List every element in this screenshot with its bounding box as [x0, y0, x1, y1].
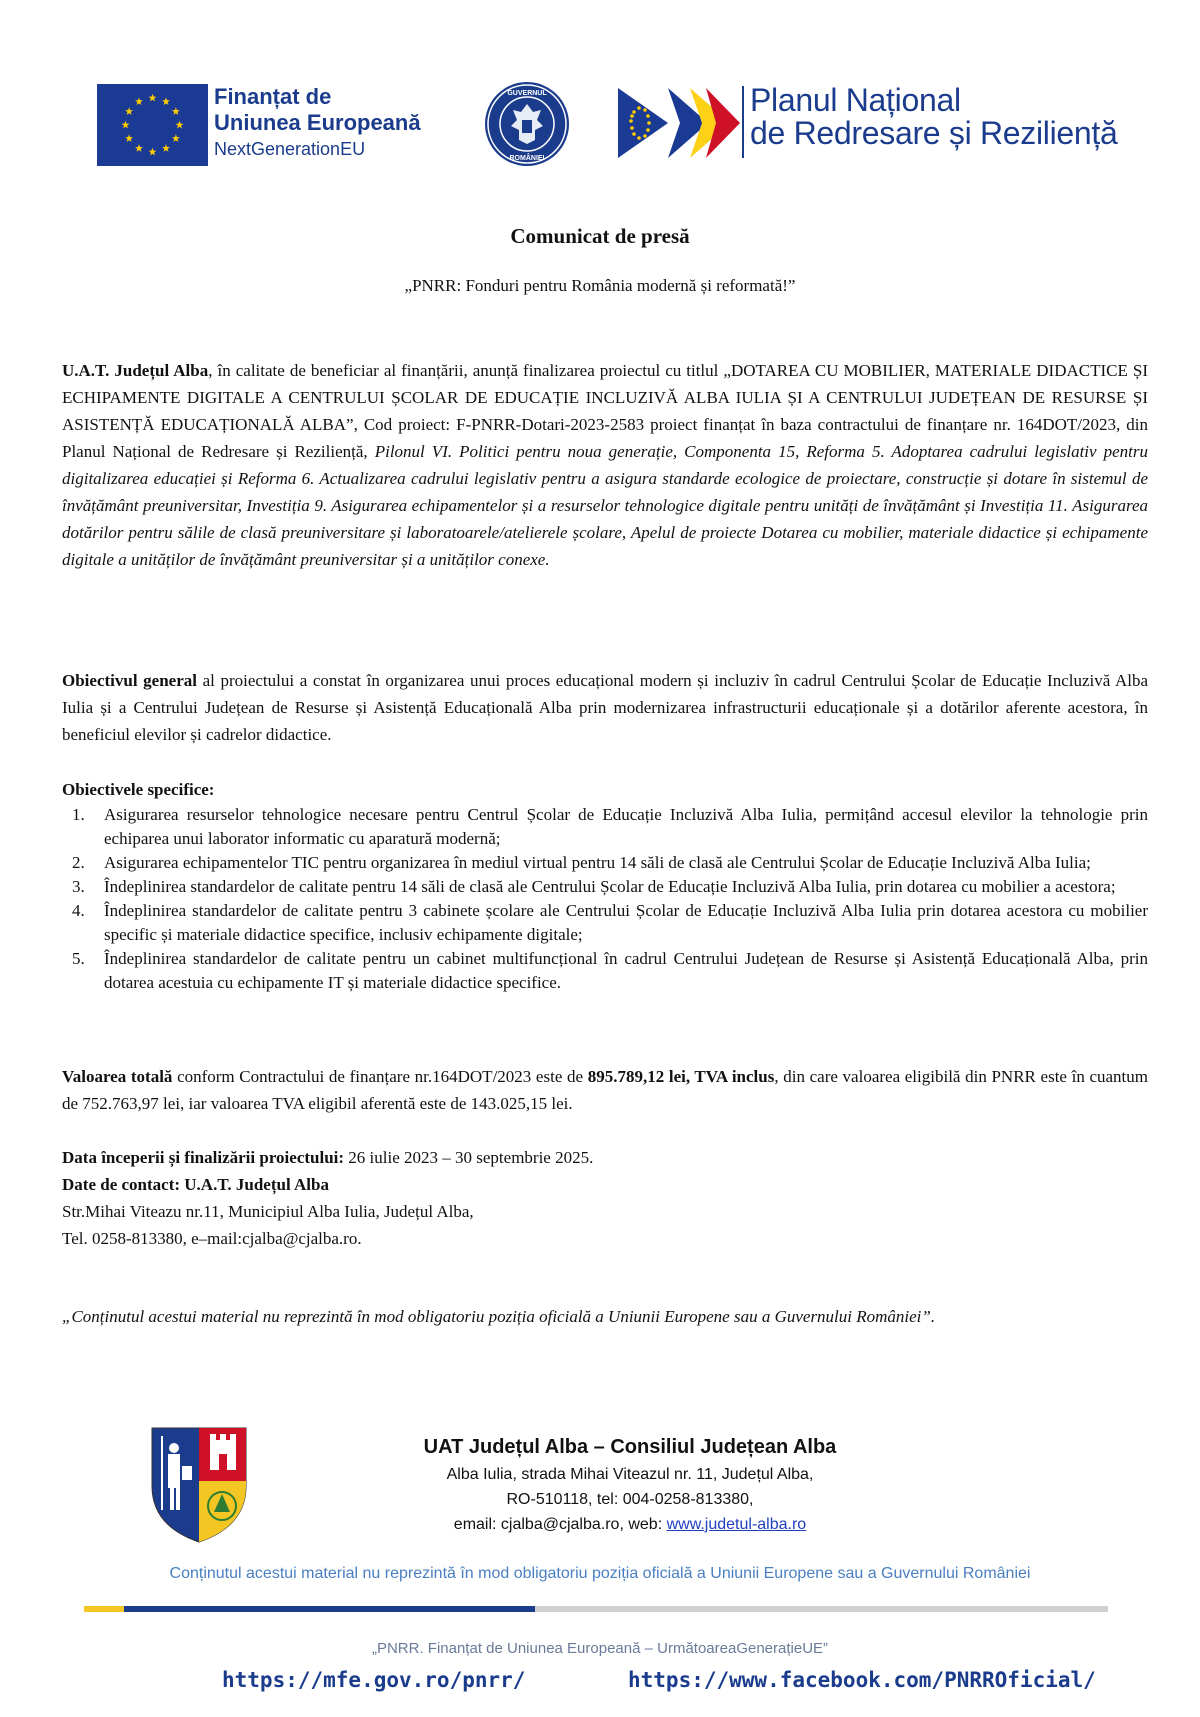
list-item — [62, 851, 1148, 875]
eu-star — [125, 134, 133, 142]
list-item — [62, 803, 1148, 851]
footer-progress-fill — [84, 1606, 535, 1612]
footer-contact — [380, 1512, 880, 1537]
contact-label-text: Date de contact: U.A.T. Județul Alba — [62, 1175, 329, 1194]
list-item-number: 5. — [72, 949, 85, 968]
project-dates — [62, 1144, 1148, 1171]
intro-italic: Pilonul VI. Politici pentru noua generație, Componenta 15, Reforma 5. Adoptarea cadrului legislativ pentru digitalizarea educației și Reforma 6. Actualizarea cadrului legislativ pentru a asigura standarde ecologice de proiectare, construcție și dotare în sistemul de învățământ preuniversitar, Investiția 9. Asigurarea echipamentelor și a resurselor tehnologice digitale pentru unități de învățământ și Investiția 11. Asigurarea dotărilor pentru sălile de clasă preuniversitare și laboratoarele/atelierele școlare, Apelul de proiecte Dotarea cu mobilier, materiale didactice și echipamente digitale a unităților de învățământ preuniversitar și a unităților conexe. — [62, 442, 1148, 569]
svg-text:GUVERNUL: GUVERNUL — [507, 90, 547, 97]
contact-phone: Tel. 0258-813380, e–mail:cjalba@cjalba.ro. — [62, 1229, 362, 1248]
general-objective-paragraph — [62, 667, 1148, 748]
value-bold1: Valoarea totală — [62, 1067, 173, 1086]
pnrr-logo — [750, 84, 1118, 150]
footer-disclaimer: Conținutul acestui material nu reprezintă în mod obligatoriu poziția oficială a Uniunii Europene sau a Guvernului României — [169, 1565, 1031, 1582]
eu-flag-icon — [97, 84, 208, 166]
list-item — [62, 899, 1148, 947]
eu-star — [172, 107, 180, 115]
contact-address: Str.Mihai Viteazu nr.11, Municipiul Alba Iulia, Județul Alba, — [62, 1202, 474, 1221]
eu-star — [176, 121, 184, 129]
list-item-text: Îndeplinirea standardelor de calitate pentru un cabinet multifuncțional în cadrul Centrului Județean de Resurse și Asistență Educațională Alba, prin dotarea acestuia cu echipamente IT și materiale didactice specifice. — [104, 949, 1148, 992]
county-crest-icon — [150, 1426, 248, 1544]
pnrr-logo-line2: de Redresare și Reziliență — [750, 115, 1118, 151]
list-item-number: 3. — [72, 877, 85, 896]
footer-org-name: UAT Județul Alba – Consiliul Județean Alba — [423, 1436, 837, 1458]
footer-progress-line — [84, 1606, 1108, 1612]
footer-organization — [380, 1432, 880, 1537]
eu-star — [162, 97, 170, 105]
general-objective-text: al proiectului a constat în organizarea unui proces educațional modern și incluziv în cadrul Centrului Școlar de Educație Incluzivă Alba Iulia și a Centrului Județean de Resurse și Asistență Educațională Alba prin modernizarea infrastructurii educaționale și a dotărilor aferente acestora, în beneficiul elevilor și cadrelor didactice. — [62, 671, 1148, 744]
list-item — [62, 947, 1148, 995]
project-dates-value: 26 iulie 2023 – 30 septembrie 2025. — [344, 1148, 594, 1167]
value-text2: , din care valoarea eligibilă din PNRR este în cuantum de 752.763,97 lei, iar valoarea TVA eligibil aferentă este de 143.025,15 lei. — [62, 1067, 1149, 1113]
list-item-number: 2. — [72, 853, 85, 872]
list-item — [62, 875, 1148, 899]
pnrr-flag-icon — [618, 88, 740, 158]
facebook-link[interactable]: https://www.facebook.com/PNRROficial/ — [628, 1668, 1096, 1692]
footer-address2: RO-510118, tel: 004-0258-813380, — [506, 1491, 754, 1508]
list-item-number: 1. — [72, 805, 85, 824]
footer-email: email: cjalba@cjalba.ro, web: — [453, 1516, 667, 1533]
value-text1: conform Contractului de finanțare nr.164DOT/2023 este de — [172, 1067, 588, 1086]
eu-star — [125, 107, 133, 115]
dates-contact-block — [62, 1144, 1148, 1252]
project-dates-label: Data începerii și finalizării proiectului: — [62, 1148, 345, 1167]
disclaimer: „Conținutul acestui material nu reprezintă în mod obligatoriu poziția oficială a Uniunii Europene sau a Guvernului României”. — [62, 1307, 936, 1326]
pnrr-logo-line1: Planul Național — [750, 82, 961, 118]
eu-funding-logo — [214, 84, 421, 162]
specific-objectives-heading-text: Obiectivele specifice: — [62, 780, 215, 799]
eu-star — [135, 144, 143, 152]
intro-paragraph — [62, 357, 1148, 573]
eu-logo-line2: Uniunea Europeană — [214, 110, 421, 135]
page-title: Comunicat de presă — [510, 224, 690, 248]
contact-label — [62, 1171, 1148, 1198]
footer-slogan: „PNRR. Finanțat de Uniunea Europeană – UrmătoareaGenerațieUE” — [371, 1640, 829, 1657]
footer-address1: Alba Iulia, strada Mihai Viteazul nr. 11, Județul Alba, — [446, 1466, 814, 1483]
eu-logo-line1: Finanțat de — [214, 84, 332, 109]
value-bold2: 895.789,12 lei, TVA inclus — [587, 1067, 775, 1086]
list-item-text: Asigurarea echipamentelor TIC pentru organizarea în mediul virtual pentru 14 săli de clasă ale Centrului Școlar de Educație Incluzivă Alba Iulia; — [104, 853, 1091, 872]
eu-star — [135, 97, 143, 105]
list-item-text: Asigurarea resurselor tehnologice necesare pentru Centrul Școlar de Educație Incluzivă Alba Iulia, permițând accesul elevilor la tehnologie prin echiparea unui laborator informatic cu aparatură modernă; — [104, 805, 1148, 848]
slogan: „PNRR: Fonduri pentru România modernă și reformată!” — [404, 276, 796, 295]
svg-text:ROMÂNIEI: ROMÂNIEI — [509, 155, 545, 162]
eu-star — [122, 121, 130, 129]
header-logos — [0, 80, 1200, 180]
footer-progress-tip — [84, 1606, 124, 1612]
intro-bold: U.A.T. Județul Alba — [62, 361, 209, 380]
specific-objectives-list — [62, 803, 1148, 995]
pnrr-divider — [742, 86, 744, 158]
mfe-link[interactable]: https://mfe.gov.ro/pnrr/ — [222, 1668, 526, 1692]
eu-star — [172, 134, 180, 142]
footer-web-link[interactable]: www.judetul-alba.ro — [666, 1516, 807, 1533]
eu-star — [149, 148, 157, 156]
government-seal-icon — [483, 80, 571, 168]
list-item-text: Îndeplinirea standardelor de calitate pentru 3 cabinete școlare ale Centrului Școlar de Educație Incluzivă Alba Iulia prin dotarea acestora cu mobilier specific și materiale didactice specifice, inclusiv echipamente digitale; — [104, 901, 1148, 944]
eu-logo-line3: NextGenerationEU — [214, 139, 366, 159]
specific-objectives-heading — [62, 776, 1148, 803]
eu-star — [162, 144, 170, 152]
general-objective-bold: Obiectivul general — [62, 671, 197, 690]
list-item-number: 4. — [72, 901, 85, 920]
value-paragraph — [62, 1063, 1148, 1117]
eu-star — [149, 94, 157, 102]
list-item-text: Îndeplinirea standardelor de calitate pentru 14 săli de clasă ale Centrului Școlar de Educație Incluzivă Alba Iulia, prin dotarea cu mobilier a acestora; — [104, 877, 1116, 896]
intro-text: , în calitate de beneficiar al finanțării, anunță finalizarea proiectul cu titlul „DOTAREA CU MOBILIER, MATERIALE DIDACTICE ȘI ECHIPAMENTE DIGITALE A CENTRULUI ȘCOLAR DE EDUCAȚIE INCLUZIVĂ ALBA IULIA ȘI A CENTRULUI JUDEȚEAN DE RESURSE ȘI ASISTENȚĂ EDUCAȚIONALĂ ALBA”, Cod proiect: F-PNRR-Dotari-2023-2583 proiect finanțat în baza contractului de finanțare nr. 164DOT/2023, din Planul Național de Redresare și Reziliență, — [62, 361, 1148, 461]
